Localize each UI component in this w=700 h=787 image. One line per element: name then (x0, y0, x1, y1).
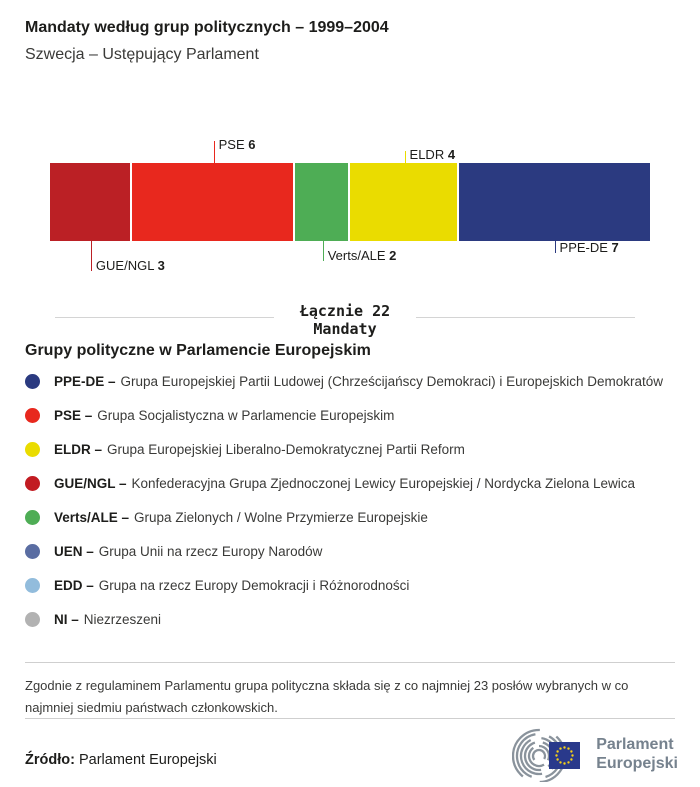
legend (25, 364, 685, 636)
legend-desc: Grupa Unii na rzecz Europy Narodów (98, 543, 323, 559)
source-line (25, 752, 217, 768)
ni-dot-icon (25, 612, 40, 627)
seats-bar-chart (0, 0, 700, 300)
callout-label-gue-ngl: GUE/NGL 3 (95, 258, 165, 273)
callout-line-pse (214, 141, 216, 163)
ep-logo (512, 726, 678, 782)
callout-line-gue-ngl (91, 241, 93, 271)
legend-item-verts-ale (25, 500, 685, 534)
legend-abbr: Verts/ALE – (54, 509, 130, 525)
source-label: Źródło: (25, 752, 75, 768)
verts-ale-dot-icon (25, 510, 40, 525)
divider-bottom (25, 718, 675, 719)
callout-label-verts-ale: Verts/ALE 2 (327, 248, 397, 263)
eldr-dot-icon (25, 442, 40, 457)
total-seats-text (274, 302, 416, 338)
rules-note: Zgodnie z regulaminem Parlamentu grupa polityczna składa się z co najmniej 23 posłów wybranych w co najmniej siedmiu państwach członkowskich. (25, 678, 629, 715)
legend-desc: Grupa Europejskiej Partii Ludowej (Chrześcijańscy Demokraci) i Europejskich Demokratów (120, 373, 663, 389)
legend-desc: Grupa Europejskiej Liberalno-Demokratycznej Partii Reform (107, 441, 465, 457)
legend-item-ppe-de (25, 364, 685, 398)
callout-line-ppe-de (555, 241, 557, 253)
legend-abbr: PSE – (54, 407, 93, 423)
legend-desc: Konfederacyjna Grupa Zjednoczonej Lewicy Europejskiej / Nordycka Zielona Lewica (131, 475, 636, 491)
bar-segment-gue-ngl (50, 163, 132, 241)
total-seats (55, 302, 635, 338)
chart-title: Mandaty według grup politycznych – 1999–2004 (25, 19, 389, 36)
legend-abbr: UEN – (54, 543, 94, 559)
legend-abbr: ELDR – (54, 441, 103, 457)
ppe-de-dot-icon (25, 374, 40, 389)
legend-heading: Grupy polityczne w Parlamencie Europejskim (25, 342, 371, 359)
bar-segment-verts-ale (295, 163, 350, 241)
pse-dot-icon (25, 408, 40, 423)
legend-desc: Grupa Socjalistyczna w Parlamencie Europejskim (97, 407, 395, 423)
legend-item-gue-ngl (25, 466, 685, 500)
eu-flag-icon (549, 742, 580, 769)
legend-abbr: GUE/NGL – (54, 475, 127, 491)
callout-line-verts-ale (323, 241, 325, 261)
total-seats-line1: Łącznie 22 (299, 302, 391, 320)
callout-line-eldr (405, 151, 407, 163)
ep-logo-text-line1: Parlament (596, 736, 674, 753)
bar-segment-eldr (350, 163, 459, 241)
bar-segment-pse (132, 163, 296, 241)
callout-label-eldr: ELDR 4 (409, 147, 456, 162)
bar-segment-ppe-de (459, 163, 650, 241)
legend-item-uen (25, 534, 685, 568)
callout-label-pse: PSE 6 (218, 137, 256, 152)
legend-desc: Niezrzeszeni (83, 611, 162, 627)
legend-abbr: NI – (54, 611, 79, 627)
legend-item-pse (25, 398, 685, 432)
legend-item-eldr (25, 432, 685, 466)
ep-logo-text-line2: Europejski (596, 755, 678, 772)
total-rule-left (55, 317, 274, 318)
total-rule-right (416, 317, 635, 318)
legend-abbr: EDD – (54, 577, 94, 593)
callout-label-ppe-de: PPE-DE 7 (559, 240, 619, 255)
legend-desc: Grupa Zielonych / Wolne Przymierze Europejskie (134, 509, 428, 525)
ep-logo-hemicycle-icon (512, 726, 588, 782)
legend-item-edd (25, 568, 685, 602)
edd-dot-icon (25, 578, 40, 593)
legend-item-ni (25, 602, 685, 636)
chart-subtitle: Szwecja – Ustępujący Parlament (25, 46, 259, 63)
ep-logo-text (596, 735, 678, 773)
uen-dot-icon (25, 544, 40, 559)
total-seats-line2: Mandaty (313, 320, 377, 338)
legend-desc: Grupa na rzecz Europy Demokracji i Różnorodności (98, 577, 410, 593)
divider-top (25, 662, 675, 663)
legend-abbr: PPE-DE – (54, 373, 116, 389)
source-value: Parlament Europejski (78, 752, 217, 768)
gue-ngl-dot-icon (25, 476, 40, 491)
